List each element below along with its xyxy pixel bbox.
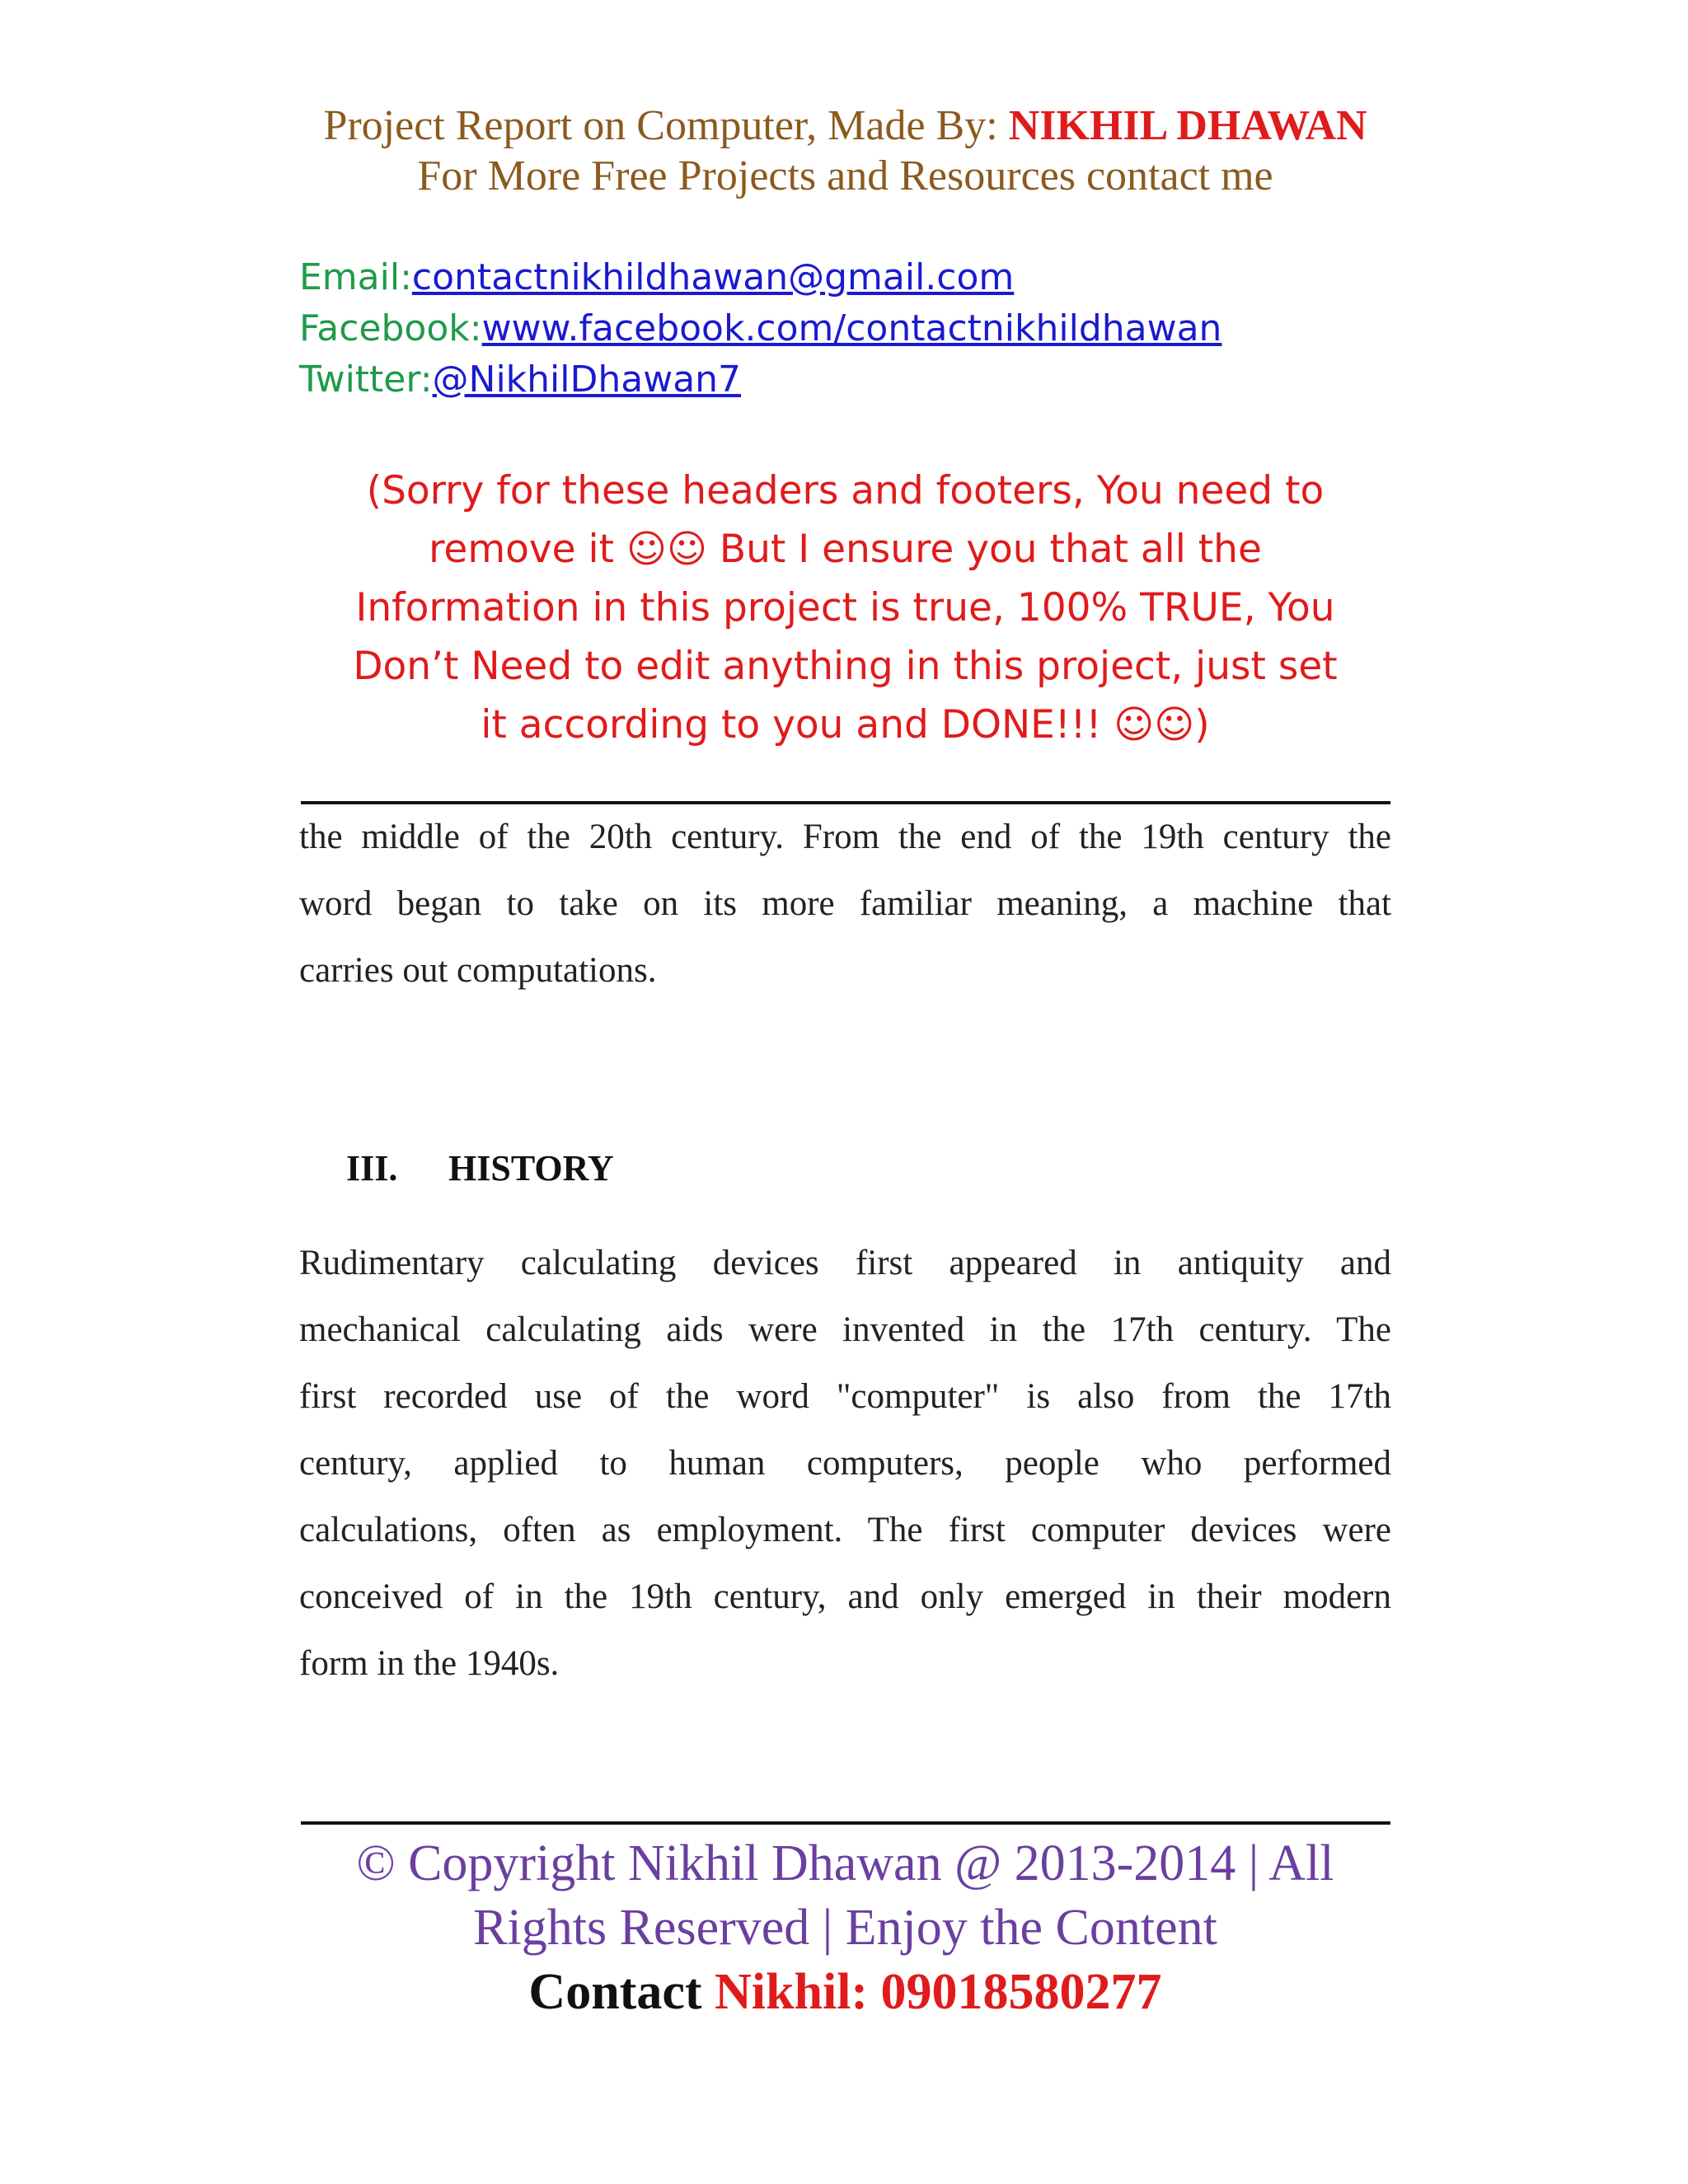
paragraph-line: Rudimentary calculating devices first appeared in antiquity and <box>299 1244 1391 1282</box>
notice-line: Information in this project is true, 100% TRUE, You <box>355 585 1335 630</box>
paragraph-line: carries out computations. <box>299 951 657 990</box>
notice-line: remove it ☺☺ But I ensure you that all the <box>429 527 1262 572</box>
email-line <box>299 252 1391 303</box>
author-name: NIKHIL DHAWAN <box>1008 102 1367 149</box>
paragraph-history <box>299 1230 1391 1697</box>
report-title-line <box>299 101 1391 152</box>
paragraph-line: calculations, often as employment. The first computer devices were <box>299 1511 1391 1549</box>
paragraph-line: mechanical calculating aids were invented in the 17th century. The <box>299 1310 1391 1349</box>
paragraph-line: conceived of in the 19th century, and only emerged in their modern <box>299 1577 1391 1616</box>
notice-line: it according to you and DONE!!! ☺☺) <box>481 702 1210 748</box>
paragraph-line: form in the 1940s. <box>299 1644 560 1683</box>
paragraph-line: century, applied to human computers, people who performed <box>299 1444 1391 1483</box>
contact-phone: Nikhil: 09018580277 <box>715 1964 1162 2020</box>
copyright-line: © Copyright Nikhil Dhawan @ 2013-2014 | All <box>356 1835 1334 1891</box>
section-heading <box>346 1144 614 1193</box>
paragraph-line: the middle of the 20th century. From the end of the 19th century the <box>299 818 1391 856</box>
paragraph-line: word began to take on its more familiar meaning, a machine that <box>299 884 1391 923</box>
twitter-label: Twitter: <box>299 359 433 401</box>
contact-block <box>299 252 1391 405</box>
contact-prefix: Contact <box>528 1964 715 2020</box>
footer-divider <box>301 1821 1390 1825</box>
header-notice <box>299 462 1391 754</box>
paragraph-line: first recorded use of the word "computer" is also from the 17th <box>299 1377 1391 1416</box>
facebook-line <box>299 303 1391 354</box>
email-label: Email: <box>299 256 412 298</box>
footer <box>299 1831 1391 2024</box>
notice-line: Don’t Need to edit anything in this project, just set <box>353 644 1338 689</box>
section-number: III. <box>346 1148 398 1188</box>
paragraph-definition <box>299 804 1391 1004</box>
contact-phone-line <box>299 1960 1391 2024</box>
rights-line: Rights Reserved | Enjoy the Content <box>473 1900 1217 1956</box>
section-title: HISTORY <box>448 1148 614 1188</box>
facebook-label: Facebook: <box>299 307 482 349</box>
email-link[interactable]: contactnikhildhawan@gmail.com <box>411 256 1015 298</box>
report-title-prefix: Project Report on Computer, Made By: <box>323 102 1009 149</box>
twitter-link[interactable]: @NikhilDhawan7 <box>432 359 742 401</box>
facebook-link[interactable]: www.facebook.com/contactnikhildhawan <box>481 307 1222 349</box>
twitter-line <box>299 354 1391 405</box>
notice-line: (Sorry for these headers and footers, You need to <box>366 468 1325 513</box>
free-projects-line: For More Free Projects and Resources contact me <box>417 152 1273 199</box>
